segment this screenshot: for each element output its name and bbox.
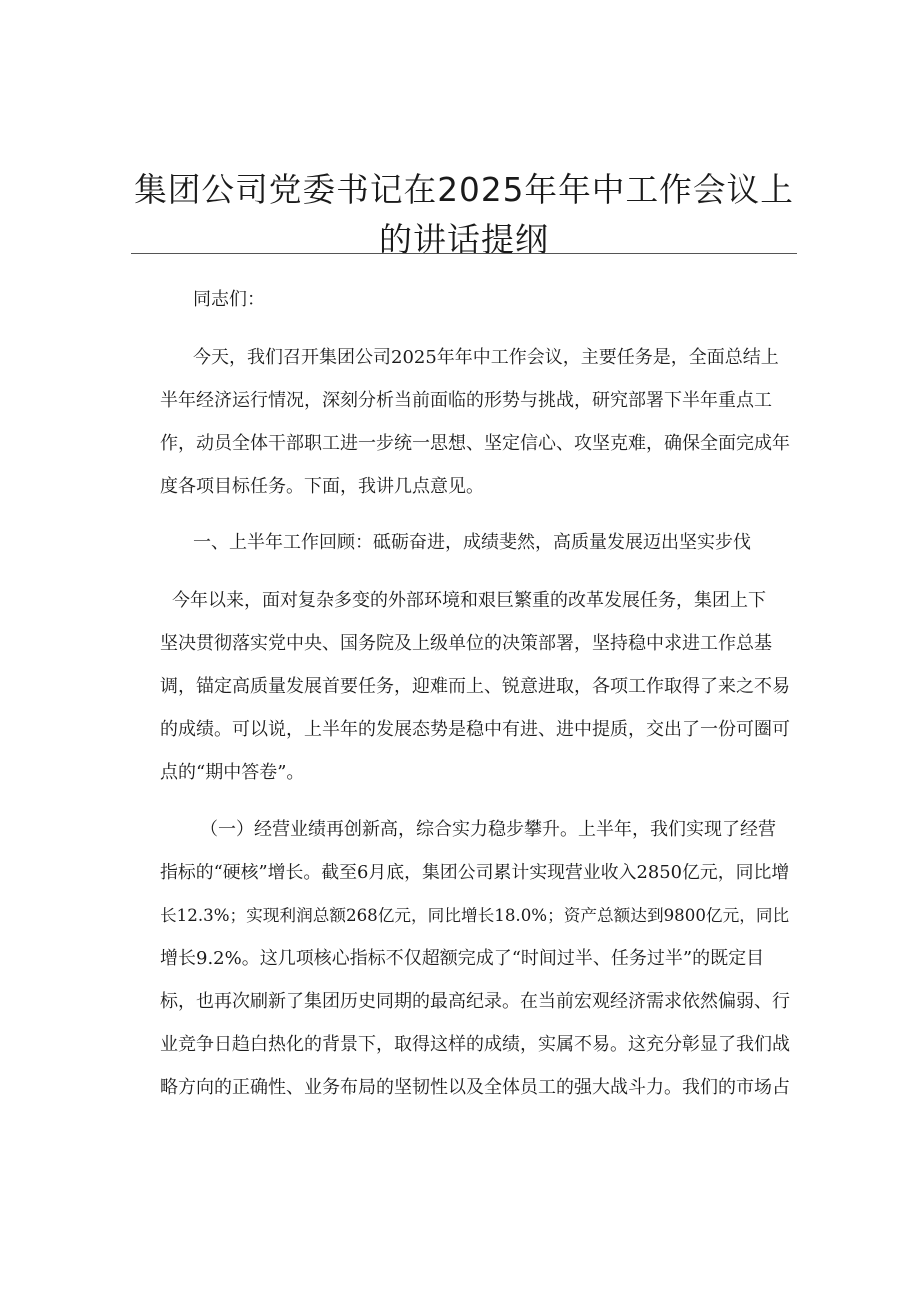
review-line: 坚决贯彻落实党中央、国务院及上级单位的决策部署，坚持稳中求进工作总基 xyxy=(160,633,772,654)
intro-line: 半年经济运行情况，深刻分析当前面临的形势与挑战，研究部署下半年重点工 xyxy=(160,390,772,411)
review-line: 的成绩。可以说，上半年的发展态势是稳中有进、进中提质，交出了一份可圈可 xyxy=(160,719,790,740)
title-divider xyxy=(131,253,797,254)
review-line: 点的“期中答卷”。 xyxy=(160,762,305,783)
document-title-line-2: 的讲话提纲 xyxy=(379,220,549,259)
subsection-line: 略方向的正确性、业务布局的坚韧性以及全体员工的强大战斗力。我们的市场占 xyxy=(160,1077,790,1098)
salutation: 同志们： xyxy=(193,289,265,310)
review-line: 今年以来，面对复杂多变的外部环境和艰巨繁重的改革发展任务，集团上下 xyxy=(172,590,766,611)
subsection-line: 增长9.2%。这几项核心指标不仅超额完成了“时间过半、任务过半”的既定目 xyxy=(160,948,765,969)
subsection-line: （一）经营业绩再创新高，综合实力稳步攀升。上半年，我们实现了经营 xyxy=(200,819,776,840)
section-heading: 一、上半年工作回顾：砥砺奋进，成绩斐然，高质量发展迈出坚实步伐 xyxy=(193,532,751,553)
document-title-line-1: 集团公司党委书记在2025年年中工作会议上 xyxy=(134,171,794,209)
subsection-line: 指标的“硬核”增长。截至6月底，集团公司累计实现营业收入2850亿元，同比增 xyxy=(160,862,790,883)
subsection-line: 标，也再次刷新了集团历史同期的最高纪录。在当前宏观经济需求依然偏弱、行 xyxy=(160,991,790,1012)
subsection-line: 长12.3%；实现利润总额268亿元，同比增长18.0%；资产总额达到9800亿元，同比 xyxy=(160,906,790,925)
intro-line: 作，动员全体干部职工进一步统一思想、坚定信心、攻坚克难，确保全面完成年 xyxy=(160,433,790,454)
review-line: 调，锚定高质量发展首要任务，迎难而上、锐意进取，各项工作取得了来之不易 xyxy=(160,676,790,697)
intro-line: 今天，我们召开集团公司2025年年中工作会议，主要任务是，全面总结上 xyxy=(193,347,779,368)
intro-line: 度各项目标任务。下面，我讲几点意见。 xyxy=(160,476,484,497)
subsection-line: 业竞争日趋白热化的背景下，取得这样的成绩，实属不易。这充分彰显了我们战 xyxy=(160,1034,790,1055)
